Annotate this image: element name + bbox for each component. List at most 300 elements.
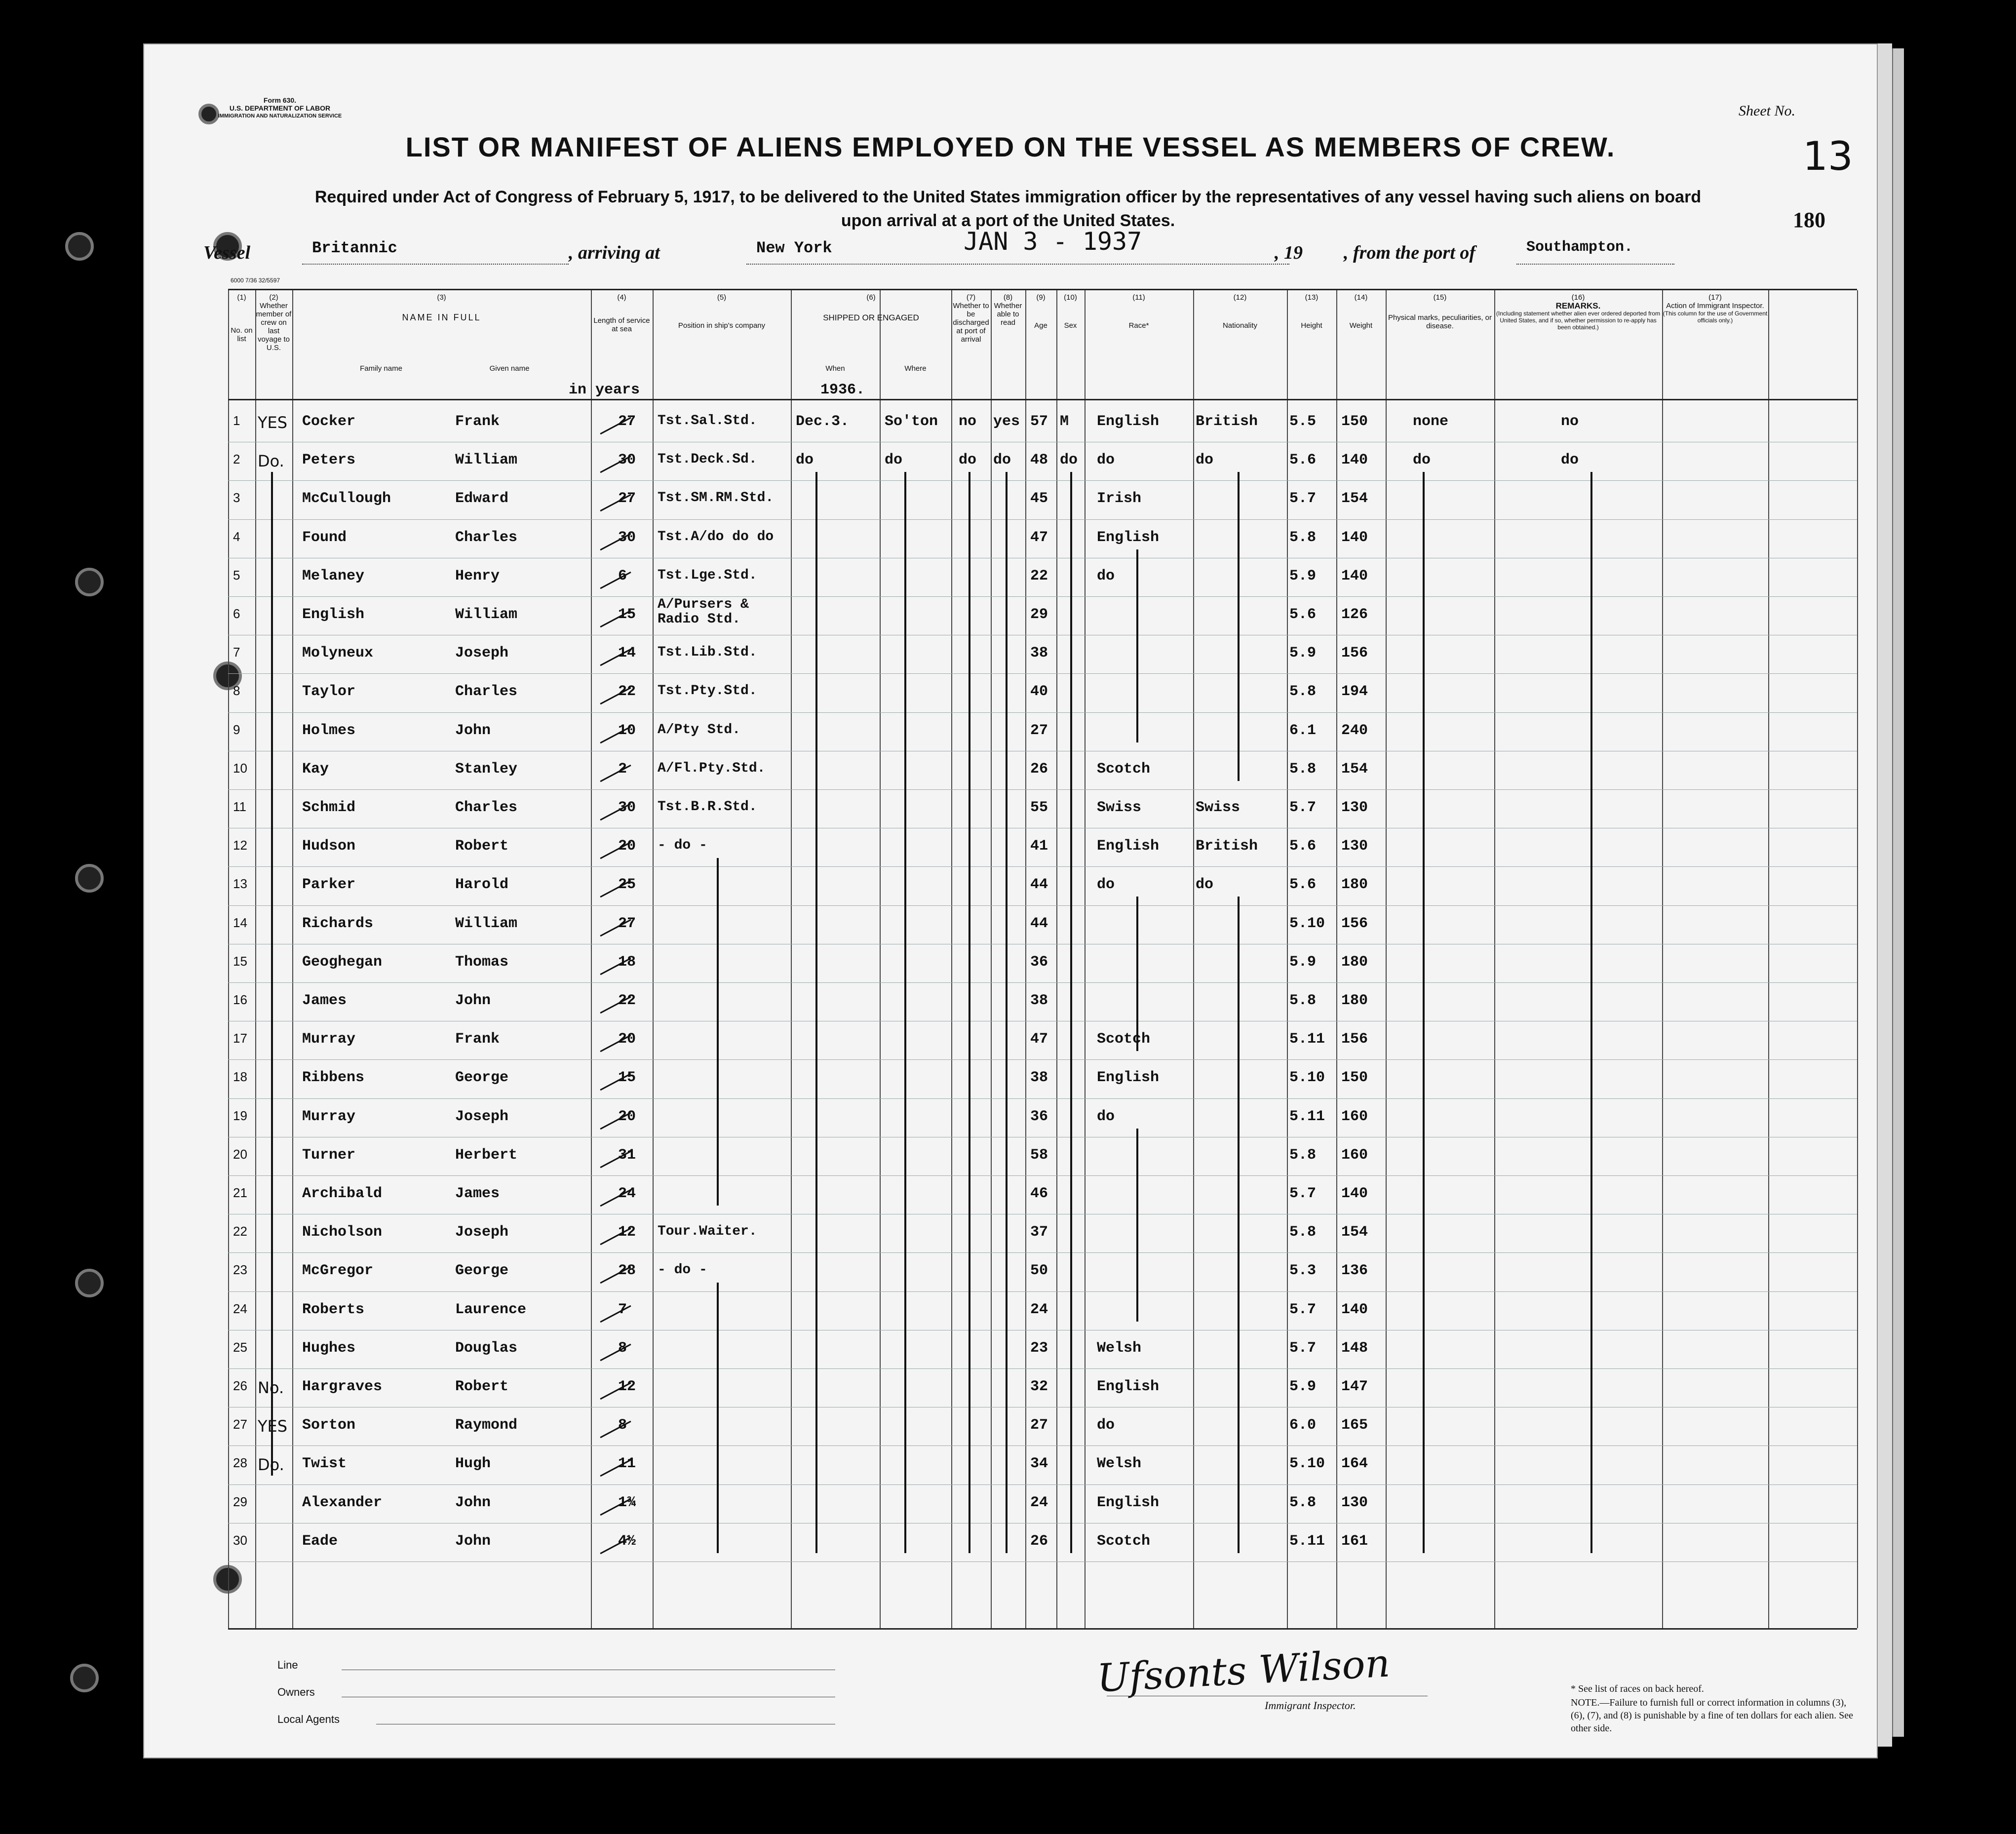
race: do [1097, 876, 1115, 894]
family-name: Turner [302, 1146, 356, 1164]
family-name: Archibald [302, 1185, 383, 1202]
height: 5.9 [1289, 645, 1317, 662]
height: 5.6 [1289, 606, 1317, 623]
row-number: 20 [233, 1146, 247, 1162]
family-name: Molyneux [302, 645, 374, 662]
position: Tour.Waiter. [658, 1224, 757, 1240]
service-years: 7 [618, 1301, 627, 1318]
shipped-when: do [796, 452, 814, 469]
position: Tst.Lge.Std. [658, 567, 757, 583]
service-years: 22 [618, 683, 636, 701]
col-family-name-header: Family name [360, 364, 402, 373]
sex: do [1060, 452, 1078, 469]
service-years: 30 [618, 452, 636, 469]
given-name: Harold [455, 876, 509, 894]
family-name: Hughes [302, 1339, 356, 1357]
position: A/Pty Std. [658, 722, 741, 738]
given-name: Stanley [455, 760, 518, 778]
age: 44 [1030, 876, 1048, 894]
service-years: 8 [618, 1339, 627, 1357]
family-name: Roberts [302, 1301, 365, 1318]
height: 5.8 [1289, 529, 1317, 546]
last-voyage: YES [258, 413, 288, 432]
row-number: 5 [233, 567, 240, 583]
shipped-year: 1936. [820, 382, 865, 398]
height: 5.8 [1289, 1224, 1317, 1241]
age: 23 [1030, 1339, 1048, 1357]
given-name: William [455, 452, 518, 469]
given-name: John [455, 1494, 491, 1511]
able-to-read: yes [993, 413, 1020, 430]
height: 5.10 [1289, 915, 1325, 932]
given-name: George [455, 1262, 509, 1280]
given-name: James [455, 1185, 500, 1202]
races-note: * See list of races on back hereof. [1571, 1683, 1704, 1694]
given-name: Robert [455, 1378, 509, 1395]
weight: 164 [1341, 1455, 1368, 1473]
age: 38 [1030, 992, 1048, 1009]
col-no-header: (1) No. on list [231, 293, 253, 343]
form-dept: U.S. DEPARTMENT OF LABOR [229, 104, 331, 112]
position: Tst.B.R.Std. [658, 799, 757, 815]
able-to-read: do [993, 452, 1011, 469]
weight: 160 [1341, 1108, 1368, 1125]
position: A/Fl.Pty.Std. [658, 760, 766, 776]
line-label: Line [277, 1659, 298, 1671]
height: 5.6 [1289, 876, 1317, 894]
height: 5.6 [1289, 838, 1317, 855]
binder-hole [70, 1664, 99, 1692]
given-name: Henry [455, 567, 500, 585]
race: English [1097, 413, 1160, 430]
given-name: William [455, 915, 518, 932]
year-label: , 19 [1275, 242, 1303, 263]
age: 38 [1030, 1069, 1048, 1087]
row-number: 22 [233, 1224, 247, 1239]
age: 55 [1030, 799, 1048, 816]
row-number: 26 [233, 1378, 247, 1393]
position: A/Pursers & Radio Std. [658, 597, 749, 627]
row-number: 14 [233, 915, 247, 930]
shipped-when: Dec.3. [796, 413, 850, 430]
manifest-title: LIST OR MANIFEST OF ALIENS EMPLOYED ON THE VESSEL AS MEMBERS OF CREW. [405, 131, 1616, 162]
age: 37 [1030, 1224, 1048, 1241]
given-name: Charles [455, 683, 518, 701]
ditto-mark [1423, 472, 1425, 1553]
service-years: 18 [618, 953, 636, 971]
race: English [1097, 838, 1160, 855]
agents-label: Local Agents [277, 1713, 340, 1725]
age: 27 [1030, 1417, 1048, 1434]
family-name: Hargraves [302, 1378, 383, 1395]
family-name: Kay [302, 760, 329, 778]
ditto-mark [717, 858, 719, 1206]
given-name: George [455, 1069, 509, 1087]
weight: 156 [1341, 915, 1368, 932]
col-action-header: (17) Action of Immigrant Inspector. (This column for the use of Government officials only.) [1663, 293, 1768, 324]
race: Irish [1097, 490, 1142, 507]
vessel-name: Britannic [312, 239, 397, 257]
manifest-footer [228, 1639, 1857, 1748]
row-number: 8 [233, 683, 240, 699]
position: - do - [658, 1262, 707, 1278]
height: 5.3 [1289, 1262, 1317, 1280]
race: English [1097, 1069, 1160, 1087]
service-years: 20 [618, 1031, 636, 1048]
row-number: 1 [233, 413, 240, 428]
ditto-mark [1238, 472, 1240, 781]
height: 5.8 [1289, 760, 1317, 778]
age: 58 [1030, 1146, 1048, 1164]
ditto-mark [1136, 1129, 1138, 1322]
service-years: 30 [618, 799, 636, 816]
race: do [1097, 1417, 1115, 1434]
row-number: 4 [233, 529, 240, 544]
col-position-header: (5) Position in ship's company [678, 293, 766, 330]
service-years: 20 [618, 1108, 636, 1125]
given-name: Joseph [455, 1108, 509, 1125]
height: 5.7 [1289, 490, 1317, 507]
given-name: Laurence [455, 1301, 527, 1318]
binder-hole [75, 568, 104, 596]
row-number: 12 [233, 838, 247, 853]
ditto-mark [1006, 472, 1008, 1553]
col-name-header: (3) NAME IN FULL [402, 293, 481, 322]
service-years: 22 [618, 992, 636, 1009]
col-read-header: (8) Whether able to read [994, 293, 1022, 327]
col-when-header: When [825, 364, 845, 373]
age: 41 [1030, 838, 1048, 855]
service-years: 6 [618, 567, 627, 585]
col-where-header: Where [904, 364, 927, 373]
given-name: John [455, 722, 491, 739]
given-name: Douglas [455, 1339, 518, 1357]
height: 5.8 [1289, 683, 1317, 701]
age: 34 [1030, 1455, 1048, 1473]
family-name: Taylor [302, 683, 356, 701]
race: do [1097, 1108, 1115, 1125]
age: 24 [1030, 1494, 1048, 1511]
position: - do - [658, 838, 707, 854]
page-edge [1876, 43, 1892, 1747]
row-number: 21 [233, 1185, 247, 1200]
weight: 140 [1341, 1301, 1368, 1318]
family-name: English [302, 606, 365, 623]
nationality: do [1196, 452, 1214, 469]
given-name: Robert [455, 838, 509, 855]
family-name: Found [302, 529, 347, 546]
given-name: William [455, 606, 518, 623]
age: 45 [1030, 490, 1048, 507]
height: 5.8 [1289, 992, 1317, 1009]
last-voyage: YES [258, 1417, 288, 1436]
penalty-note: NOTE.—Failure to furnish full or correct information in columns (3), (6), (7), and (8) is punishable by a fine of ten dollars for each alien. See other side. [1571, 1697, 1854, 1734]
family-name: Geoghegan [302, 953, 383, 971]
binder-hole [75, 864, 104, 893]
age: 26 [1030, 760, 1048, 778]
family-name: Peters [302, 452, 356, 469]
weight: 148 [1341, 1339, 1368, 1357]
height: 5.11 [1289, 1532, 1325, 1550]
nationality: British [1196, 838, 1258, 855]
given-name: Herbert [455, 1146, 518, 1164]
age: 36 [1030, 953, 1048, 971]
row-number: 16 [233, 992, 247, 1007]
height: 5.7 [1289, 799, 1317, 816]
family-name: Parker [302, 876, 356, 894]
height: 5.7 [1289, 1185, 1317, 1202]
family-name: James [302, 992, 347, 1009]
family-name: Twist [302, 1455, 347, 1473]
sheet-number-label: Sheet No. [1739, 103, 1795, 119]
crew-table [228, 289, 1857, 1630]
row-number: 11 [233, 799, 246, 814]
service-years: 12 [618, 1378, 636, 1395]
age: 24 [1030, 1301, 1048, 1318]
race: Scotch [1097, 1031, 1151, 1048]
weight: 130 [1341, 1494, 1368, 1511]
race: Swiss [1097, 799, 1142, 816]
family-name: Schmid [302, 799, 356, 816]
race: do [1097, 567, 1115, 585]
height: 5.6 [1289, 452, 1317, 469]
family-name: Ribbens [302, 1069, 365, 1087]
weight: 154 [1341, 1224, 1368, 1241]
inspector-label: Immigrant Inspector. [1265, 1699, 1356, 1712]
service-years: 27 [618, 490, 636, 507]
position: Tst.Sal.Std. [658, 413, 757, 429]
family-name: Melaney [302, 567, 365, 585]
page-number: 180 [1793, 208, 1825, 232]
weight: 140 [1341, 1185, 1368, 1202]
service-years: 12 [618, 1224, 636, 1241]
weight: 160 [1341, 1146, 1368, 1164]
col-last-voyage-header: (2) Whether member of crew on last voyage to U.S. [256, 293, 292, 352]
position: Tst.Lib.Std. [658, 645, 757, 661]
race: Scotch [1097, 1532, 1151, 1550]
service-years: 28 [618, 1262, 636, 1280]
sheet-number: 13 [1803, 133, 1853, 179]
ditto-mark [1238, 897, 1240, 1553]
family-name: Eade [302, 1532, 338, 1550]
position: Tst.SM.RM.Std. [658, 490, 774, 506]
row-number: 17 [233, 1031, 247, 1046]
service-years: 1¾ [618, 1494, 636, 1511]
given-name: Thomas [455, 953, 509, 971]
binder-hole [65, 232, 94, 261]
service-years: 31 [618, 1146, 636, 1164]
row-number: 10 [233, 760, 247, 776]
age: 40 [1030, 683, 1048, 701]
position: Tst.Pty.Std. [658, 683, 757, 699]
weight: 154 [1341, 760, 1368, 778]
form-block [216, 96, 344, 120]
row-number: 6 [233, 606, 240, 621]
nationality: British [1196, 413, 1258, 430]
service-years: 24 [618, 1185, 636, 1202]
last-voyage: Do. [258, 1455, 284, 1475]
service-years: 2 [618, 760, 627, 778]
given-name: Charles [455, 799, 518, 816]
service-unit-note: in years [569, 382, 640, 398]
form-number: Form 630. [263, 96, 297, 104]
weight: 126 [1341, 606, 1368, 623]
height: 6.1 [1289, 722, 1317, 739]
race: English [1097, 1494, 1160, 1511]
weight: 136 [1341, 1262, 1368, 1280]
col-sex-header: (10) Sex [1064, 293, 1077, 330]
race: Welsh [1097, 1455, 1142, 1473]
race: Scotch [1097, 760, 1151, 778]
weight: 130 [1341, 799, 1368, 816]
col-nationality-header: (12) Nationality [1222, 293, 1258, 330]
service-years: 25 [618, 876, 636, 894]
row-number: 30 [233, 1532, 247, 1548]
row-number: 3 [233, 490, 240, 506]
last-voyage: Do. [258, 452, 284, 471]
given-name: Joseph [455, 645, 509, 662]
service-years: 14 [618, 645, 636, 662]
age: 32 [1030, 1378, 1048, 1395]
family-name: Holmes [302, 722, 356, 739]
nationality: do [1196, 876, 1214, 894]
row-number: 25 [233, 1339, 247, 1355]
ditto-mark [717, 1283, 719, 1553]
shipped-where: So'ton [885, 413, 938, 430]
row-number: 23 [233, 1262, 247, 1278]
service-years: 10 [618, 722, 636, 739]
given-name: John [455, 992, 491, 1009]
col-weight-header: (14) Weight [1349, 293, 1373, 330]
ditto-mark [1136, 897, 1138, 1051]
col-age-header: (9) Age [1034, 293, 1047, 330]
ditto-mark [815, 472, 817, 1553]
row-number: 15 [233, 953, 247, 969]
col-shipped-header: (6) SHIPPED OR ENGAGED [823, 293, 919, 322]
height: 5.11 [1289, 1031, 1325, 1048]
age: 47 [1030, 529, 1048, 546]
weight: 150 [1341, 413, 1368, 430]
age: 50 [1030, 1262, 1048, 1280]
row-number: 24 [233, 1301, 247, 1316]
family-name: Murray [302, 1031, 356, 1048]
row-number: 13 [233, 876, 247, 892]
given-name: Raymond [455, 1417, 518, 1434]
weight: 180 [1341, 992, 1368, 1009]
age: 44 [1030, 915, 1048, 932]
form-service: IMMIGRATION AND NATURALIZATION SERVICE [218, 113, 342, 119]
age: 38 [1030, 645, 1048, 662]
height: 5.8 [1289, 1494, 1317, 1511]
vessel-label: Vessel [203, 242, 250, 263]
race: English [1097, 529, 1160, 546]
owners-label: Owners [277, 1686, 315, 1698]
ditto-mark [271, 472, 273, 1476]
binder-hole [75, 1269, 104, 1297]
family-name: Hudson [302, 838, 356, 855]
age: 47 [1030, 1031, 1048, 1048]
manifest-subtitle: Required under Act of Congress of February 5, 1917, to be delivered to the United States immigration officer by the representatives of any vessel having such aliens on board upon arrival at a port of the United States. [314, 188, 1702, 230]
service-years: 4½ [618, 1532, 636, 1550]
arrival-date-stamp: JAN 3 - 1937 [964, 227, 1142, 256]
from-port-label: , from the port of [1344, 242, 1476, 263]
vessel-line [203, 227, 1684, 272]
age: 48 [1030, 452, 1048, 469]
weight: 165 [1341, 1417, 1368, 1434]
age: 57 [1030, 413, 1048, 430]
height: 5.10 [1289, 1069, 1325, 1087]
position: Tst.Deck.Sd. [658, 452, 757, 468]
physical-marks: none [1413, 413, 1449, 430]
family-name: Richards [302, 915, 374, 932]
weight: 194 [1341, 683, 1368, 701]
given-name: Hugh [455, 1455, 491, 1473]
height: 5.5 [1289, 413, 1317, 430]
nationality: Swiss [1196, 799, 1241, 816]
weight: 150 [1341, 1069, 1368, 1087]
height: 5.11 [1289, 1108, 1325, 1125]
remarks: do [1561, 452, 1579, 469]
page-edge [1892, 48, 1904, 1737]
family-name: McCullough [302, 490, 391, 507]
height: 5.7 [1289, 1339, 1317, 1357]
height: 5.10 [1289, 1455, 1325, 1473]
arriving-label: , arriving at [569, 242, 660, 263]
age: 29 [1030, 606, 1048, 623]
ditto-mark [904, 472, 906, 1553]
weight: 154 [1341, 490, 1368, 507]
col-given-name-header: Given name [489, 364, 530, 373]
given-name: Frank [455, 413, 500, 430]
col-remarks-header: (16) REMARKS. (Including statement whether alien ever ordered deported from United States, and if so, whether permission to re-apply has been obtained.) [1496, 293, 1661, 331]
given-name: Edward [455, 490, 509, 507]
service-years: 8 [618, 1417, 627, 1434]
print-code: 6000 7/36 32/5597 [231, 277, 280, 284]
weight: 240 [1341, 722, 1368, 739]
family-name: Murray [302, 1108, 356, 1125]
family-name: Alexander [302, 1494, 383, 1511]
weight: 140 [1341, 452, 1368, 469]
sex: M [1060, 413, 1069, 430]
age: 26 [1030, 1532, 1048, 1550]
weight: 180 [1341, 876, 1368, 894]
ditto-mark [1070, 472, 1072, 1553]
ditto-mark [1136, 549, 1138, 742]
col-discharged-header: (7) Whether to be discharged at port of arrival [953, 293, 989, 344]
weight: 156 [1341, 1031, 1368, 1048]
height: 5.7 [1289, 1301, 1317, 1318]
col-service-header: (4) Length of service at sea [593, 293, 650, 333]
shipped-where: do [885, 452, 903, 469]
given-name: John [455, 1532, 491, 1550]
row-number: 9 [233, 722, 240, 737]
age: 36 [1030, 1108, 1048, 1125]
arrival-port: New York [756, 239, 832, 257]
service-years: 27 [618, 915, 636, 932]
col-height-header: (13) Height [1301, 293, 1322, 330]
given-name: Joseph [455, 1224, 509, 1241]
family-name: McGregor [302, 1262, 374, 1280]
service-years: 15 [618, 1069, 636, 1087]
row-number: 7 [233, 645, 240, 660]
service-years: 27 [618, 413, 636, 430]
height: 5.9 [1289, 567, 1317, 585]
from-port: Southampton. [1526, 239, 1633, 256]
age: 22 [1030, 567, 1048, 585]
row-number: 2 [233, 452, 240, 467]
row-number: 27 [233, 1417, 247, 1432]
age: 46 [1030, 1185, 1048, 1202]
